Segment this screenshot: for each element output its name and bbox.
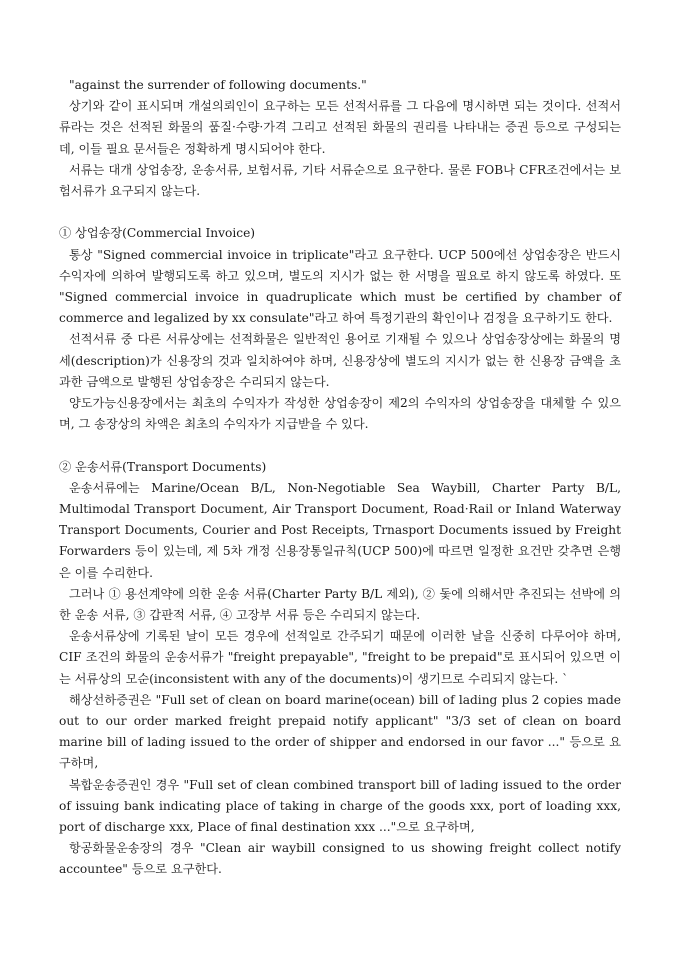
transport-paragraph-2: 그러나 ① 용선계약에 의한 운송 서류(Charter Party B/L 제외), ② 돛에 의해서만 추진되는 선박에 의한 운송 서류, ③ 갑판적 서류, ④ 고장부 서류 등은 수리되지 않는다.: [59, 586, 621, 623]
transport-paragraph-6: 항공화물운송장의 경우 "Clean air waybill consigned to us showing freight collect notify accountee" 등으로 요구한다.: [59, 841, 621, 877]
transport-paragraph-5: 복합운송증권인 경우 "Full set of clean combined transport bill of lading issued to the order of issuing bank indicating place of taking in charge of the goods xxx, port of loading xxx, port of discharge xxx, Place of final destination xxx ..."으로 요구하며,: [59, 777, 621, 835]
commercial-invoice-paragraph-1: 통상 "Signed commercial invoice in triplicate"라고 요구한다. UCP 500에선 상업송장은 반드시 수익자에 의하여 발행되도록 하고 있으며, 별도의 지시가 없는 한 서명을 필요로 하지 않도록 하였다. 또 "Signed commercial invoice in quadruplicate which must be certified by chamber of commerce and legalized by xx consulate"라고 하여 특정기관의 확인이나 검정을 요구하기도 한다.: [59, 247, 621, 326]
intro-paragraph-2: 서류는 대개 상업송장, 운송서류, 보험서류, 기타 서류순으로 요구한다. 물론 FOB나 CFR조건에서는 보험서류가 요구되지 않는다.: [59, 162, 621, 199]
transport-paragraph-1: 운송서류에는 Marine/Ocean B/L, Non-Negotiable Sea Waybill, Charter Party B/L, Multimodal Transport Document, Air Transport Document, Road·Rail or Inland Waterway Transport Documents, Courier and Post Receipts, Trnasport Documents issued by Freight Forwarders 등이 있는데, 제 5차 개정 신용장통일규칙(UCP 500)에 따르면 일정한 요건만 갖추면 은행은 이를 수리한다.: [59, 480, 621, 580]
section-heading-transport-documents: ② 운송서류(Transport Documents): [59, 459, 267, 474]
transport-paragraph-4: 해상선하증권은 "Full set of clean on board marine(ocean) bill of lading plus 2 copies made out to our order marked freight prepaid notify applicant" "3/3 set of clean on board marine bill of lading issued to the order of shipper and endorsed in our favor ..." 등으로 요구하며,: [59, 692, 621, 771]
document-page: [59, 75, 621, 881]
commercial-invoice-paragraph-3: 양도가능신용장에서는 최초의 수익자가 작성한 상업송장이 제2의 수익자의 상업송장을 대체할 수 있으며, 그 송장상의 차액은 최초의 수익자가 지급받을 수 있다.: [59, 396, 621, 432]
quote-line: "against the surrender of following documents.": [69, 78, 367, 92]
commercial-invoice-paragraph-2: 선적서류 중 다른 서류상에는 선적화물은 일반적인 용어로 기재될 수 있으나 상업송장상에는 화물의 명세(description)가 신용장의 것과 일치하여야 하며, 신용장상에 별도의 지시가 없는 한 신용장 금액을 초과한 금액으로 발행된 상업송장은 수리되지 않는다.: [59, 332, 621, 389]
spacer: [59, 435, 621, 456]
section-heading-commercial-invoice: ① 상업송장(Commercial Invoice): [59, 226, 256, 241]
spacer: [59, 202, 621, 223]
transport-paragraph-3: 운송서류상에 기록된 날이 모든 경우에 선적일로 간주되기 때문에 이러한 날을 신중히 다루어야 하며, CIF 조건의 화물의 운송서류가 "freight prepayable", "freight to be prepaid"로 표시되어 있으면 이는 서류상의 모순(inconsistent with any of the documents)이 생기므로 수리되지 않는다. `: [59, 629, 621, 686]
intro-paragraph-1: 상기와 같이 표시되며 개설의뢰인이 요구하는 모든 선적서류를 그 다음에 명시하면 되는 것이다. 선적서류라는 것은 선적된 화물의 품질·수량·가격 그리고 선적된 화물의 권리를 나타내는 증권 등으로 구성되는데, 이들 필요 문서들은 정확하게 명시되어야 한다.: [59, 99, 621, 156]
